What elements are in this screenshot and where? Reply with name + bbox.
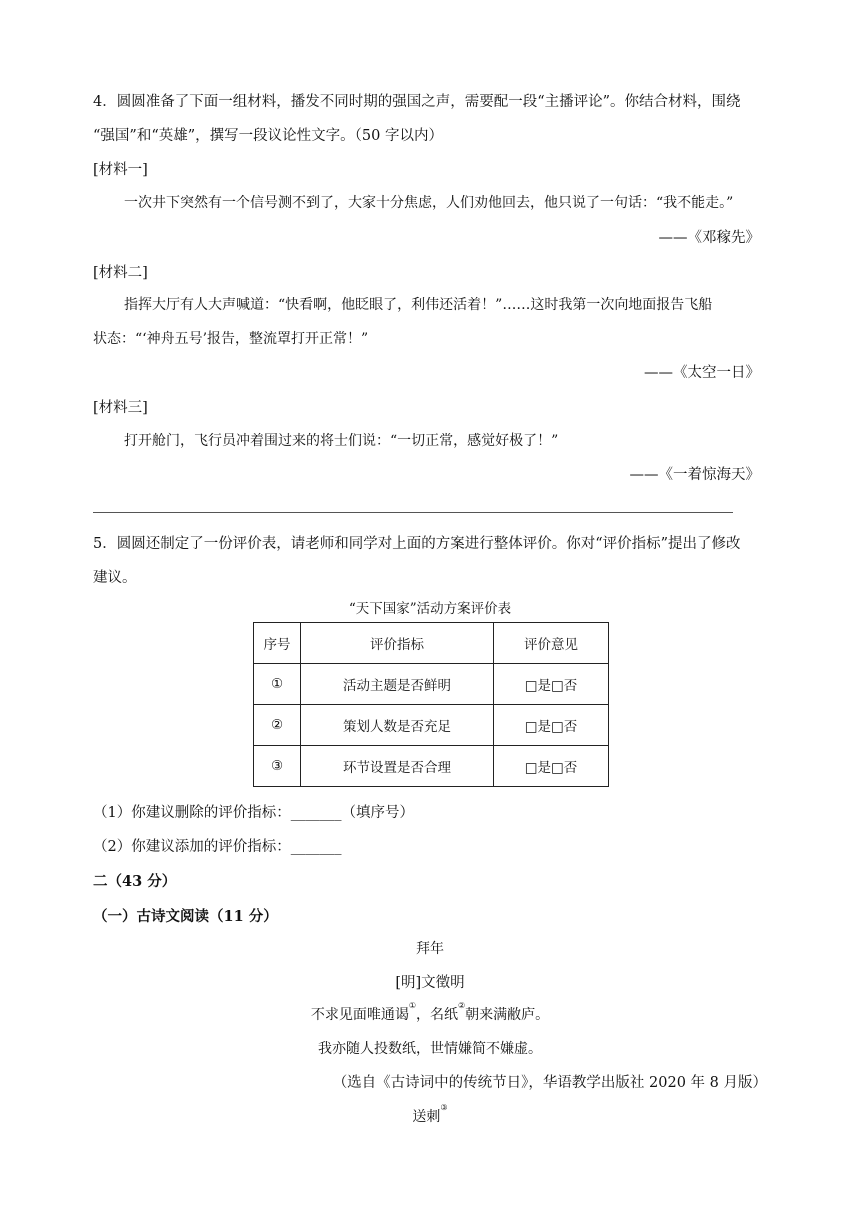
material-3-source: ——《一着惊海天》 (629, 467, 760, 483)
material-1-text: 一次井下突然有一个信号测不到了，大家十分焦虑，人们劝他回去，他只说了一句话：“我不能走。” (124, 195, 734, 211)
answer-1[interactable]: （1）你建议删除的评价指标：_______（填序号） (93, 805, 414, 821)
answer-2[interactable]: （2）你建议添加的评价指标：_______ (93, 839, 342, 855)
poem2-title-text: 送刺 (412, 1109, 441, 1125)
q4-line1: 4．圆圆准备了下面一组材料，播发不同时期的强国之声，需要配一段“主播评论”。你结合材料，围绕 (93, 94, 741, 110)
row-index: ① (254, 664, 301, 705)
footnote-2-marker: ② (458, 1001, 466, 1010)
poem-line-1b: ，名纸 (416, 1007, 458, 1023)
material-3-label: [材料三] (93, 400, 148, 416)
header-opinion: 评价意见 (494, 623, 609, 664)
material-2-text-line1: 指挥大厅有人大声喊道：“快看啊，他眨眼了，利伟还活着！”……这时我第一次向地面报告飞船 (124, 297, 713, 313)
poem-line-1c: 朝来满敝庐。 (465, 1007, 550, 1023)
section-heading: 二（43 分） (93, 873, 177, 890)
row-indicator: 活动主题是否鲜明 (301, 664, 494, 705)
poem-title: 拜年 (416, 941, 444, 957)
poem-line-1a: 不求见面唯通谒 (310, 1007, 409, 1023)
table-row (254, 664, 609, 705)
poem2-title (0, 1103, 860, 1126)
poem-source: （选自《古诗词中的传统节日》，华语教学出版社 2020 年 8 月版） (332, 1075, 767, 1091)
q5-line1: 5．圆圆还制定了一份评价表，请老师和同学对上面的方案进行整体评价。你对“评价指标”提出了修改 (93, 536, 741, 552)
row-index: ② (254, 705, 301, 746)
material-2-label: [材料二] (93, 265, 148, 281)
poem-line-1 (0, 1001, 860, 1024)
row-opinion-checkboxes[interactable]: □是□否 (494, 664, 609, 705)
row-opinion-checkboxes[interactable]: □是□否 (494, 746, 609, 787)
evaluation-table (253, 622, 609, 787)
table-row (254, 705, 609, 746)
row-index: ③ (254, 746, 301, 787)
row-opinion-checkboxes[interactable]: □是□否 (494, 705, 609, 746)
footnote-1-marker: ① (408, 1001, 416, 1010)
answer-line[interactable] (93, 512, 733, 513)
header-index: 序号 (254, 623, 301, 664)
q4-line2: “强国”和“英雄”，撰写一段议论性文字。（50 字以内） (93, 128, 443, 144)
footnote-3-marker: ③ (440, 1103, 448, 1112)
row-indicator: 策划人数是否充足 (301, 705, 494, 746)
poem-author: [明]文徵明 (395, 975, 465, 991)
table-title: “天下国家”活动方案评价表 (348, 601, 512, 617)
header-indicator: 评价指标 (301, 623, 494, 664)
material-1-source: ——《邓稼先》 (658, 230, 760, 246)
material-3-text: 打开舱门，飞行员冲着围过来的将士们说：“一切正常，感觉好极了！” (124, 433, 559, 449)
table-row (254, 746, 609, 787)
subsection-heading: （一）古诗文阅读（11 分） (93, 908, 278, 925)
row-indicator: 环节设置是否合理 (301, 746, 494, 787)
poem-line-2: 我亦随人投数纸，世情嫌简不嫌虚。 (318, 1041, 542, 1057)
q5-line2: 建议。 (93, 570, 137, 586)
material-2-source: ——《太空一日》 (644, 365, 760, 381)
material-1-label: [材料一] (93, 162, 148, 178)
table-header-row (254, 623, 609, 664)
material-2-text-line2: 状态：“‘神舟五号’报告，整流罩打开正常！” (93, 331, 369, 347)
